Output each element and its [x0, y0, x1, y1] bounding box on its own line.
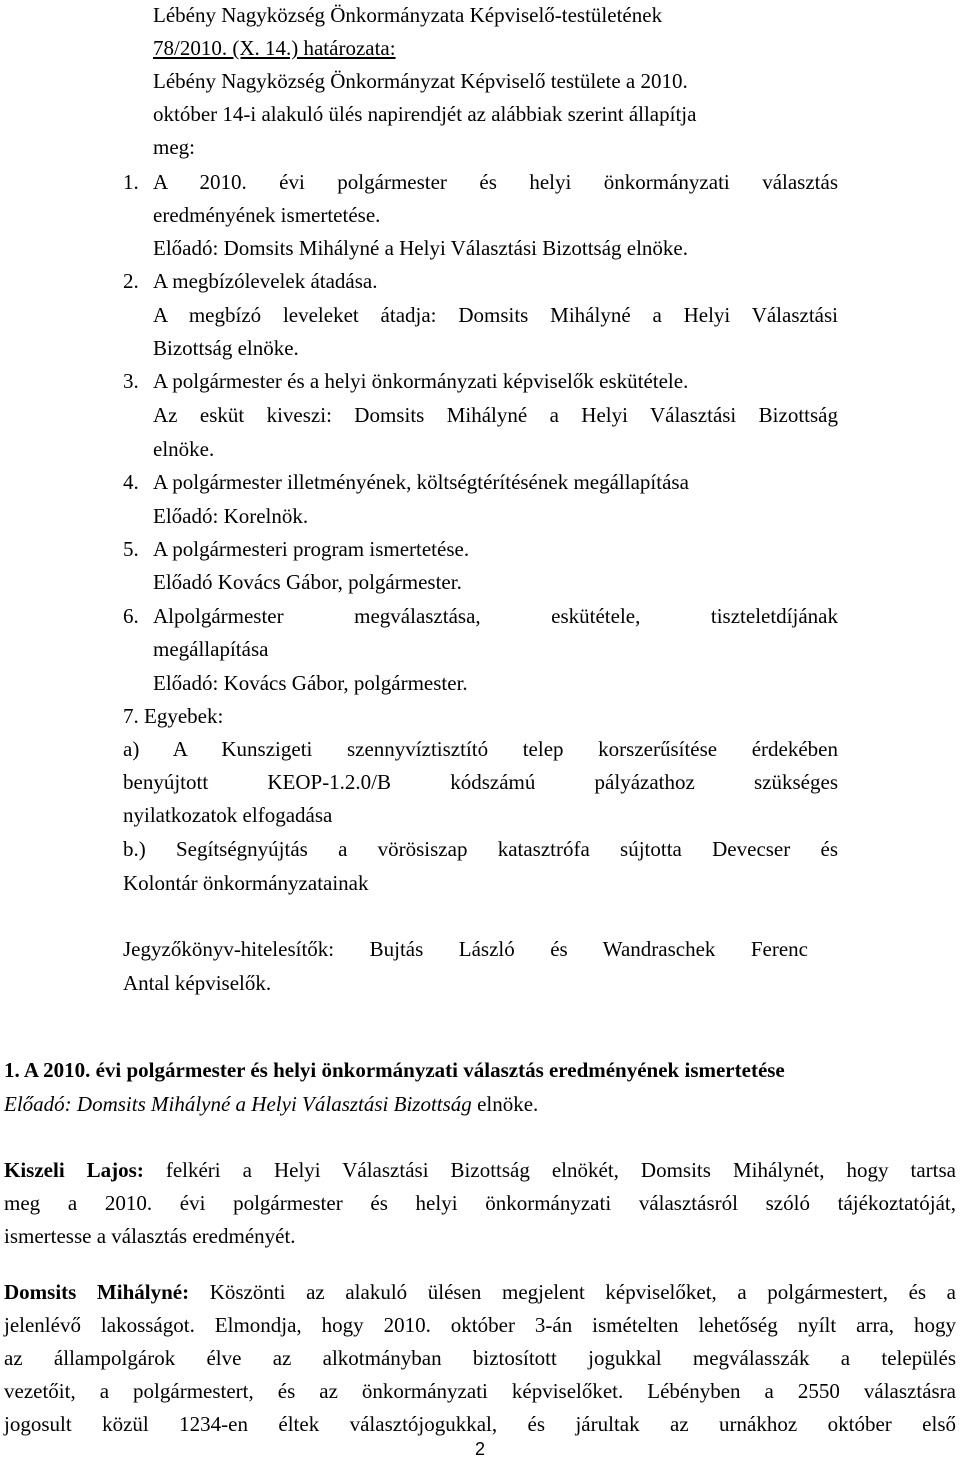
- agenda-item-1-line-2: eredményének ismertetése.: [153, 203, 381, 227]
- agenda-item-2-line-3: Bizottság elnöke.: [153, 336, 299, 360]
- agenda-item-2-line-1: A megbízólevelek átadása.: [153, 269, 378, 293]
- p1-line-3: ismertesse a választás eredményét.: [4, 1224, 296, 1248]
- resolution-number: 78/2010. (X. 14.) határozata:: [153, 36, 396, 60]
- agenda-item-3-line-2: Az esküt kiveszi: Domsits Mihályné a Helyi Választási Bizottság: [153, 403, 838, 427]
- other-a-line-3: nyilatkozatok elfogadása: [123, 803, 333, 827]
- other-a-line-1: a) A Kunszigeti szennyvíztisztító telep korszerűsítése érdekében: [123, 737, 838, 761]
- agenda-item-5-line-1: A polgármesteri program ismertetése.: [153, 537, 470, 561]
- p2-line-5: jogosult közül 1234-en éltek választójogukkal, és járultak az urnákhoz október első: [4, 1412, 956, 1436]
- resolution-line-1: Lébény Nagyközség Önkormányzata Képviselő-testületének: [153, 3, 663, 27]
- p2-line-4: vezetőit, a polgármestert, és az önkormányzati képviselőket. Lébényben a 2550 választásra: [4, 1379, 956, 1403]
- agenda-item-4-line-1: A polgármester illetményének, költségtérítésének megállapítása: [153, 470, 689, 494]
- p1-speaker: Kiszeli Lajos:: [4, 1158, 144, 1182]
- p2-line-2: jelenlévő lakosságot. Elmondja, hogy 2010. október 3-án ismételten lehetőség nyílt arra, hogy: [4, 1313, 956, 1337]
- agenda-item-7-heading: 7. Egyebek:: [123, 704, 224, 728]
- section-1-presenter-rest: elnöke.: [471, 1092, 539, 1116]
- section-1-title: 1. A 2010. évi polgármester és helyi önkormányzati választás eredményének ismertetése: [4, 1058, 785, 1082]
- p1-line-1-text: felkéri a Helyi Választási Bizottság elnökét, Domsits Mihálynét, hogy tartsa: [143, 1158, 956, 1182]
- p2-line-3: az állampolgárok élve az alkotmányban biztosított jogukkal megválasszák a település: [4, 1346, 956, 1370]
- agenda-item-6-line-2: megállapítása: [153, 637, 269, 661]
- other-b-line-2: Kolontár önkormányzatainak: [123, 871, 369, 895]
- p1-line-2: meg a 2010. évi polgármester és helyi önkormányzati választásról szóló tájékoztatóját,: [4, 1191, 956, 1215]
- p2-line-1: [4, 1277, 956, 1307]
- resolution-line-4: október 14-i alakuló ülés napirendjét az alábbiak szerint állapítja: [153, 102, 697, 126]
- agenda-item-3-line-3: elnöke.: [153, 437, 215, 461]
- section-1-presenter-italic: Előadó: Domsits Mihályné a Helyi Választási Bizottság: [4, 1092, 472, 1116]
- p2-line-1-text: Köszönti az alakuló ülésen megjelent képviselőket, a polgármestert, és a: [189, 1280, 956, 1304]
- agenda-item-2-number: 2.: [123, 269, 139, 293]
- resolution-line-5: meg:: [153, 135, 195, 159]
- agenda-item-1-line-1: A 2010. évi polgármester és helyi önkormányzati választás: [153, 170, 838, 194]
- agenda-item-6-line-1: Alpolgármester megválasztása, eskütétele, tiszteletdíjának: [153, 604, 838, 628]
- agenda-item-4-presenter: Előadó: Korelnök.: [153, 504, 309, 528]
- other-a-line-2: benyújtott KEOP-1.2.0/B kódszámú pályázathoz szükséges: [123, 770, 838, 794]
- other-b-line-1: b.) Segítségnyújtás a vörösiszap katasztrófa sújtotta Devecser és: [123, 837, 838, 861]
- agenda-item-5-number: 5.: [123, 537, 139, 561]
- authenticators-line-1: Jegyzőkönyv-hitelesítők: Bujtás László és Wandraschek Ferenc: [123, 937, 808, 961]
- authenticators-line-2: Antal képviselők.: [123, 971, 272, 995]
- p1-line-1: [4, 1155, 956, 1185]
- agenda-item-5-presenter: Előadó Kovács Gábor, polgármester.: [153, 570, 462, 594]
- agenda-item-1-number: 1.: [123, 170, 139, 194]
- page-number: 2: [474, 1439, 485, 1459]
- resolution-line-3: Lébény Nagyközség Önkormányzat Képviselő testülete a 2010.: [153, 69, 688, 93]
- agenda-item-6-presenter: Előadó: Kovács Gábor, polgármester.: [153, 671, 468, 695]
- agenda-item-3-number: 3.: [123, 369, 139, 393]
- agenda-item-1-presenter: Előadó: Domsits Mihályné a Helyi Választási Bizottság elnöke.: [153, 236, 689, 260]
- agenda-item-2-line-2: A megbízó leveleket átadja: Domsits Mihályné a Helyi Választási: [153, 303, 838, 327]
- agenda-item-6-number: 6.: [123, 604, 139, 628]
- agenda-item-4-number: 4.: [123, 470, 139, 494]
- p2-speaker: Domsits Mihályné:: [4, 1280, 190, 1304]
- agenda-item-3-line-1: A polgármester és a helyi önkormányzati képviselők eskütétele.: [153, 369, 689, 393]
- section-1-presenter: [4, 1089, 538, 1119]
